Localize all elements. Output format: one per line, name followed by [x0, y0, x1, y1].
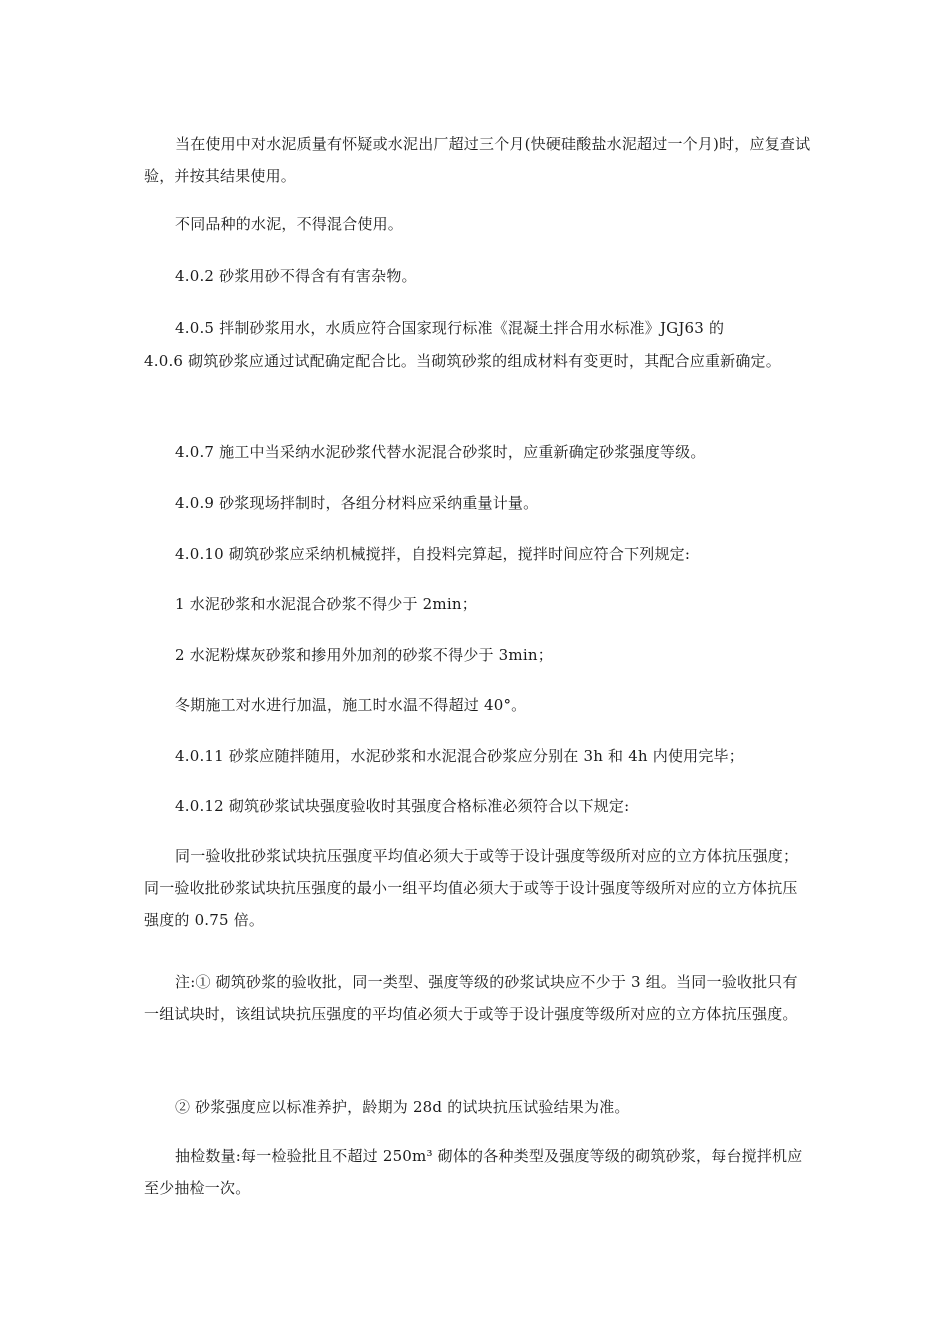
paragraph-acceptance-standard: 同一验收批砂浆试块抗压强度平均值必须大于或等于设计强度等级所对应的立方体抗压强度；同一验收批砂浆试块抗压强度的最小一组平均值必须大于或等于设计强度等级所对应的立方体抗压强度的 0.75 倍。 — [144, 847, 799, 929]
paragraph-4-0-6: 4.0.6 砌筑砂浆应通过试配确定配合比。当砌筑砂浆的组成材料有变更时，其配合应重新确定。 — [144, 352, 781, 370]
paragraph-4-0-11: 4.0.11 砂浆应随拌随用，水泥砂浆和水泥混合砂浆应分别在 3h 和 4h 内使用完毕； — [175, 747, 744, 765]
paragraph-note-2: ② 砂浆强度应以标准养护，龄期为 28d 的试块抗压试验结果为准。 — [175, 1098, 630, 1116]
paragraph-4-0-2: 4.0.2 砂浆用砂不得含有有害杂物。 — [175, 267, 417, 285]
paragraph-cement-recheck: 当在使用中对水泥质量有怀疑或水泥出厂超过三个月(快硬硅酸盐水泥超过一个月)时，应复查试验，并按其结果使用。 — [144, 135, 811, 185]
paragraph-4-0-7: 4.0.7 施工中当采纳水泥砂浆代替水泥混合砂浆时，应重新确定砂浆强度等级。 — [175, 443, 706, 461]
paragraph-4-0-9: 4.0.9 砂浆现场拌制时，各组分材料应采纳重量计量。 — [175, 494, 539, 512]
paragraph-4-0-10: 4.0.10 砌筑砂浆应采纳机械搅拌，自投料完算起，搅拌时间应符合下列规定: — [175, 545, 691, 563]
paragraph-cement-no-mix: 不同品种的水泥，不得混合使用。 — [175, 215, 404, 233]
paragraph-note-1: 注:① 砌筑砂浆的验收批，同一类型、强度等级的砂浆试块应不少于 3 组。当同一验收批只有一组试块时，该组试块抗压强度的平均值必须大于或等于设计强度等级所对应的立方体抗压强度。 — [144, 973, 798, 1023]
paragraph-sampling-quantity: 抽检数量:每一检验批且不超过 250m³ 砌体的各种类型及强度等级的砌筑砂浆，每台搅拌机应至少抽检一次。 — [144, 1147, 803, 1197]
paragraph-4-0-5: 4.0.5 拌制砂浆用水，水质应符合国家现行标准《混凝土拌合用水标准》JGJ63 的 — [175, 319, 725, 337]
paragraph-winter-construction: 冬期施工对水进行加温，施工时水温不得超过 40°。 — [175, 696, 527, 714]
list-item-2: 2 水泥粉煤灰砂浆和掺用外加剂的砂浆不得少于 3min； — [175, 646, 553, 664]
list-item-1: 1 水泥砂浆和水泥混合砂浆不得少于 2min； — [175, 595, 477, 613]
paragraph-4-0-12: 4.0.12 砌筑砂浆试块强度验收时其强度合格标准必须符合以下规定: — [175, 797, 630, 815]
